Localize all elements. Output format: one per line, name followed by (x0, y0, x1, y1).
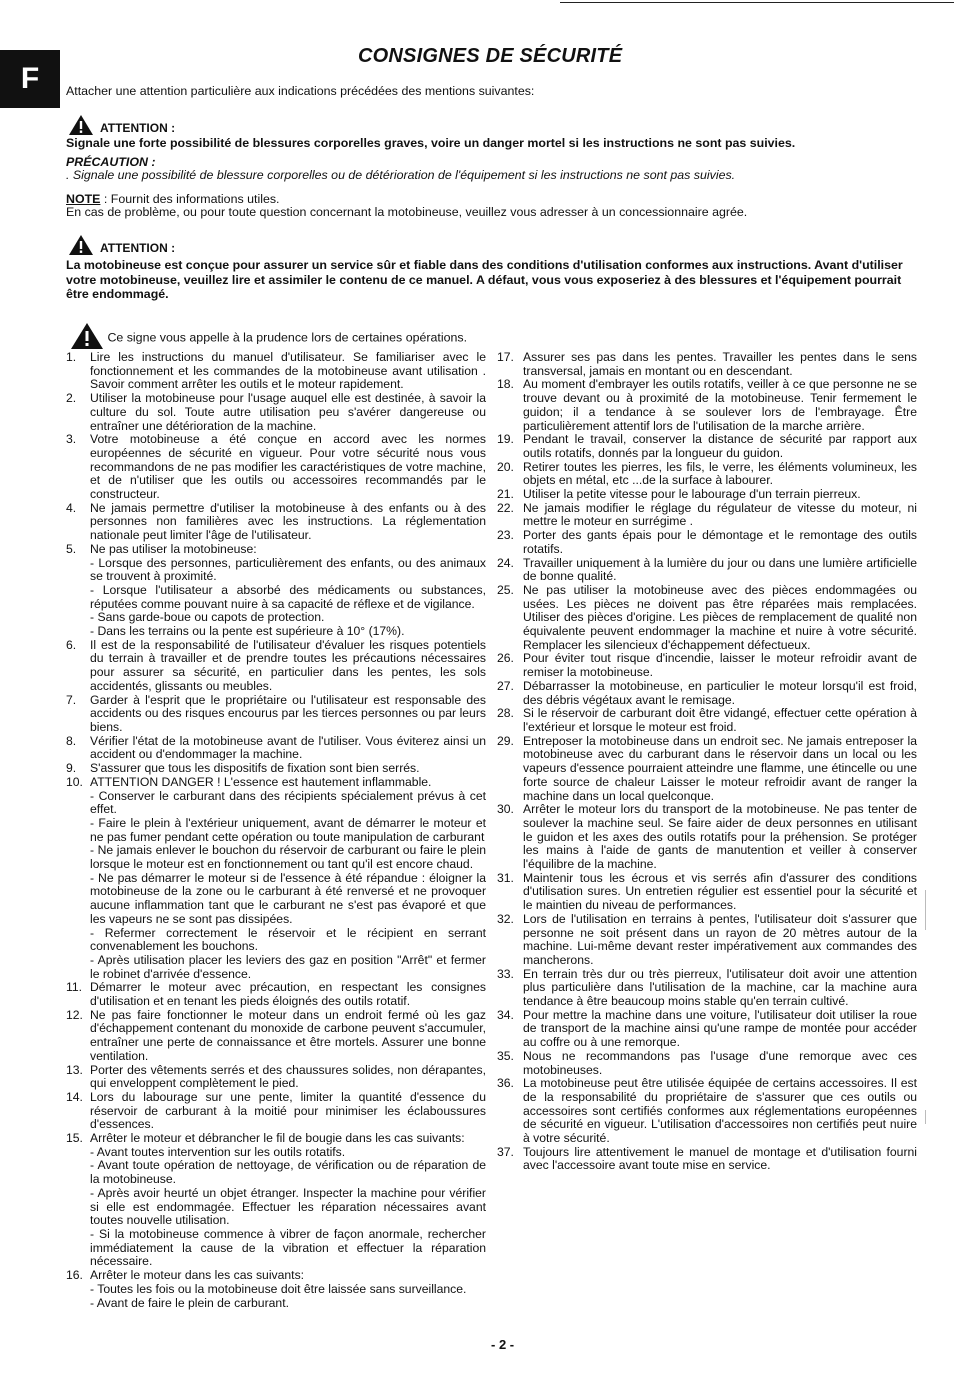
item-number: 22. (497, 500, 514, 515)
list-item (66, 776, 486, 982)
item-line: Ne pas faire fonctionner le moteur dans un endroit fermé où les gaz d'échappement contenant du monoxide de carbone peuvent s'accumuler, entraîner une perte de connaissance et être mortels. Assurer une bonne ventilation. (90, 1007, 486, 1063)
item-line: Maintenir tous les écrous et vis serrés afin d'assurer des conditions d'utilisation sures. Un entretien régulier est essentiel pour la sécurité et le maintien du niveau de performances. (523, 870, 917, 913)
item-number: 31. (497, 870, 514, 885)
item-line: Au moment d'embrayer les outils rotatifs, veiller à ce que personne ne se trouve devant ou à proximité de la motobineuse. Tenir fermement le guidon; il a tendance à se soulever lors de l'embrayage. Être particulièrement attentif lors de l'utilisation de la marche arrière. (523, 377, 917, 433)
item-text (90, 1009, 486, 1064)
attention-heading-2 (68, 234, 175, 258)
item-text (523, 488, 917, 502)
scan-mark (925, 1110, 926, 1124)
item-number: 1. (66, 350, 77, 364)
item-number: 27. (497, 678, 514, 693)
item-line: Utiliser la motobineuse pour l'usage auquel elle est destinée, à savoir la culture du sol. Toute autre utilisation peu s'avérer dangereuse ou entraîner une détérioration de la machine. (90, 391, 486, 433)
item-number: 19. (497, 432, 514, 447)
item-text (90, 981, 486, 1008)
item-line: - Avant toute opération de nettoyage, de vérification ou de réparation de la motobineuse. (90, 1158, 486, 1187)
list-item (497, 872, 917, 913)
item-number: 5. (66, 541, 77, 556)
item-line: Ne pas utiliser la motobineuse: (90, 541, 257, 556)
item-number: 32. (497, 911, 514, 926)
item-text (90, 776, 486, 982)
item-number: 29. (497, 733, 514, 748)
left-column (66, 351, 486, 1310)
top-rule (560, 2, 954, 3)
item-line: - Dans les terrains ou la pente est supérieure à 10° (17%). (90, 624, 405, 639)
item-text (90, 1269, 486, 1310)
list-item (66, 981, 486, 1008)
item-number: 28. (497, 706, 514, 721)
intro-text: Attacher une attention particulière aux indications précédées des mentions suivantes: (66, 84, 535, 98)
item-text (90, 392, 486, 433)
list-item (497, 1050, 917, 1077)
list-item (66, 1064, 486, 1091)
item-number: 2. (66, 391, 77, 406)
item-number: 9. (66, 761, 77, 776)
list-item (497, 502, 917, 529)
list-item (497, 1146, 917, 1173)
item-line: - Avant toutes intervention sur les outils rotatifs. (90, 1144, 346, 1159)
item-text (523, 351, 917, 378)
item-line: Arrêter le moteur dans les cas suivants: (90, 1268, 305, 1283)
page-number: - 2 - (491, 1337, 515, 1352)
list-item (497, 378, 917, 433)
item-line: Lors de l'utilisation en terrains à pentes, l'utilisateur doit s'assurer que personne ne soit présent dans un rayon de 20 mètres autour de la machine. Lui-même devant rester impérativement aux commandes des mancherons. (523, 911, 917, 967)
item-text (90, 351, 486, 392)
item-number: 20. (497, 459, 514, 474)
item-number: 30. (497, 802, 514, 817)
item-line: Assurer ses pas dans les pentes. Travailler les pentes dans le sens transversal, jamais en montant ou en descendant. (523, 350, 917, 378)
scan-mark (925, 890, 926, 930)
list-item (497, 488, 917, 502)
list-item (66, 1269, 486, 1310)
item-text (523, 461, 917, 488)
item-number: 18. (497, 377, 514, 392)
item-line: Pour éviter tout risque d'incendie, laisser le moteur refroidir avant de remiser la motobineuse. (523, 651, 917, 680)
item-number: 10. (66, 774, 83, 789)
list-item (66, 762, 486, 776)
item-line: Si le réservoir de carburant doit être vidangé, effectuer cette opération à l'extérieur et lorsque le moteur est froid. (523, 706, 917, 734)
warning-triangle-icon (68, 234, 94, 261)
item-line: Entreposer la motobineuse dans un endroit sec. Ne jamais entreposer la motobineuse avec du carburant dans le réservoir dans un local ou les vapeurs d'essence pourraient atteindre une flamme, une étincelle ou une forte source de chaleur Laisser le moteur refroidir avant de ranger la machine dans un local quelconque. (523, 733, 917, 803)
item-text (523, 735, 917, 804)
item-text (523, 872, 917, 913)
note-label: NOTE (66, 192, 101, 206)
item-number: 16. (66, 1268, 83, 1283)
item-text (523, 502, 917, 529)
list-item (66, 1009, 486, 1064)
item-number: 4. (66, 500, 77, 515)
item-line: Toujours lire attentivement le manuel de montage et d'utilisation fourni avec l'accessoire avant toute mise en service. (523, 1144, 917, 1173)
item-line: - Lorsque l'utilisateur a absorbé des médicaments ou substances, réputées comme pouvant nuire à sa capacité de réflexe et de vigilance. (90, 582, 486, 611)
item-line: Utiliser la petite vitesse pour le labourage d'un terrain pierreux. (523, 487, 861, 502)
note-text: : Fournit des informations utiles. (100, 192, 280, 206)
item-line: Ne pas utiliser la motobineuse avec des pièces endommagées ou usées. Les pièces ne doivent pas être réparées mais remplacées. Utiliser des pièces d'origine. Les pièces de remplacement de qualité non équivalente peuvent endommager la machine et nuire à votre sécurité. Remplacer les silencieux d'échappement défectueux. (523, 582, 917, 652)
list-item (66, 1132, 486, 1269)
list-item (497, 584, 917, 653)
list-item (66, 694, 486, 735)
list-item (497, 707, 917, 734)
attention-heading-1 (68, 114, 175, 138)
list-item (497, 529, 917, 556)
item-text (90, 694, 486, 735)
item-line: Arrêter le moteur lors du transport de la motobineuse. Ne pas tenter de soulever la machine seul. Se faire aider de deux personnes en utilisant le guidon et les axes des outils rotatifs pour la préhension. Se protéger les mains à l'aide de gants de manutention et veiller à conserver l'équilibre de la machine. (523, 802, 917, 872)
list-item (497, 557, 917, 584)
item-line: Retirer toutes les pierres, les fils, le verre, les éléments volumineux, les objets en métal, etc ...de la surface à labourer. (523, 459, 917, 488)
item-number: 35. (497, 1048, 514, 1063)
item-line: - Faire le plein à l'extérieur uniquement, avant de démarrer le moteur et ne pas fumer pendant cette opération ou toute manipulation de carburant (90, 815, 486, 844)
item-number: 17. (497, 350, 514, 364)
item-text (90, 639, 486, 694)
caution-notice-text: Ce signe vous appelle à la prudence lors de certaines opérations. (107, 330, 468, 345)
item-line: Lors du labourage sur une pente, limiter la quantité d'essence du réservoir de carburant à la moitié pour minimiser les éclaboussures d'essences. (90, 1089, 486, 1132)
item-number: 13. (66, 1062, 83, 1077)
list-item (497, 461, 917, 488)
item-text (523, 652, 917, 679)
caution-notice (70, 322, 467, 348)
item-text (523, 1009, 917, 1050)
item-text (523, 803, 917, 872)
item-line: - Lorsque des personnes, particulièrement des enfants, ou des animaux se trouvent à proximité. (90, 555, 486, 584)
item-number: 6. (66, 637, 77, 652)
item-line: - Toutes les fois ou la motobineuse doit être laissée sans surveillance. (90, 1281, 467, 1296)
list-item (497, 968, 917, 1009)
item-number: 34. (497, 1007, 514, 1022)
item-line: Porter des gants épais pour le démontage et le remontage des outils rotatifs. (523, 528, 917, 556)
list-item (497, 1077, 917, 1146)
item-line: Pendant le travail, conserver la distance de sécurité par rapport aux outils rotatifs, donnés par la longueur du guidon. (523, 432, 917, 460)
item-number: 11. (66, 980, 83, 995)
item-number: 23. (497, 528, 514, 543)
item-line: - Si la motobineuse commence à vibrer de façon anormale, rechercher immédiatement la cause de la vibration et effectuer la réparation nécessaire. (90, 1227, 486, 1269)
item-line: Pour mettre la machine dans une voiture, l'utilisateur doit utiliser la roue de transport de la machine ainsi qu'une rampe de montée pour accéder au coffre ou à une remorque. (523, 1007, 917, 1050)
list-item (66, 433, 486, 502)
item-number: 26. (497, 651, 514, 666)
item-line: S'assurer que tous les dispositifs de fixation sont bien serrés. (90, 761, 420, 776)
attention-label: ATTENTION : (100, 240, 176, 255)
item-line: En terrain très dur ou très pierreux, l'utilisateur doit avoir une attention plus particulière dans l'utilisation de la machine, car la machine aura tendance à être beaucoup moins stable qu'en terrain cultivé. (523, 966, 917, 1009)
list-item (66, 392, 486, 433)
item-number: 37. (497, 1144, 514, 1159)
item-text (90, 1064, 486, 1091)
item-text (90, 433, 486, 502)
list-item (497, 680, 917, 707)
list-item (66, 543, 486, 639)
item-text (523, 433, 917, 460)
item-line: - Conserver le carburant dans des récipients spécialement prévus à cet effet. (90, 788, 486, 817)
right-column (497, 351, 917, 1173)
item-text (523, 557, 917, 584)
attention-text-2: La motobineuse est conçue pour assurer un service sûr et fiable dans des conditions d'utilisation conformes aux instructions. Avant d'utiliser votre motobineuse, veuillez lire et assimiler le contenu de ce manuel. A défaut, vous vous exposeriez à des blessures et l'équipement pourrait être endommagé. (66, 258, 903, 301)
list-item (66, 639, 486, 694)
item-line: ATTENTION DANGER ! L'essence est hautement inflammable. (90, 774, 432, 789)
item-text (523, 707, 917, 734)
item-text (523, 1050, 917, 1077)
item-number: 12. (66, 1007, 83, 1022)
item-number: 7. (66, 692, 77, 707)
item-text (523, 378, 917, 433)
item-line: Démarrer le moteur avec précaution, en respectant les consignes d'utilisation et en tenant les pieds éloignés des outils rotatif. (90, 980, 486, 1009)
item-number: 21. (497, 487, 514, 502)
item-text (523, 680, 917, 707)
page-title: CONSIGNES DE SÉCURITÉ (358, 45, 623, 67)
list-item (497, 913, 917, 968)
item-text (90, 735, 486, 762)
item-line: - Ne pas démarrer le moteur si de l'essence à été répandue : éloigner la motobineuse de la zone ou le carburant à été renversé et ne provoquer aucune inflammation tant que le carburant ne s'est pas évaporé et que les vapeurs ne se sont pas dissipées. (90, 870, 486, 926)
item-text (523, 1146, 917, 1173)
list-item (66, 735, 486, 762)
attention-text-1: Signale une forte possibilité de blessures corporelles graves, voire un danger mortel si les instructions ne sont pas suivies. (66, 136, 796, 150)
item-line: Ne jamais modifier le réglage du régulateur de vitesse du moteur, ni mettre le moteur en surrégime . (523, 500, 917, 529)
item-number: 36. (497, 1076, 514, 1091)
item-text (523, 968, 917, 1009)
attention-label: ATTENTION : (100, 120, 176, 135)
precaution-label: PRÉCAUTION : (66, 155, 156, 169)
item-line: La motobineuse peut être utilisée équipée de certains accessoires. Il est de la responsabilité du propriétaire de s'assurer que ces outils ou accessoires sont certifiés conformes aux réglementations européennes de sécurité en vigueur. L'utilisation d'accessoires non certifiés peut nuire à votre sécurité. (523, 1076, 917, 1146)
item-number: 33. (497, 966, 514, 981)
item-line: Arrêter le moteur et débrancher le fil de bougie dans les cas suivants: (90, 1131, 465, 1146)
precaution-text: . Signale une possibilité de blessure corporelles ou de détérioration de l'équipement si les instructions ne sont pas suivies. (66, 168, 736, 182)
item-text (90, 1091, 486, 1132)
item-text (523, 913, 917, 968)
item-text (523, 584, 917, 653)
item-line: - Avant de faire le plein de carburant. (90, 1295, 289, 1310)
item-line: Vérifier l'état de la motobineuse avant de l'utiliser. Vous éviterez ainsi un accident ou d'endommager la machine. (90, 733, 486, 762)
item-text (90, 1132, 486, 1269)
item-number: 3. (66, 432, 77, 447)
list-item (497, 652, 917, 679)
item-line: Votre motobineuse a été conçue en accord avec les normes européennes de sécurité en vigueur. Pour votre sécurité nous vous recommandons de ne pas modifier les caractéristiques de votre machine, et de n'utiliser que les outils ou accessoires recommandés par le constructeur. (90, 432, 486, 502)
list-item (66, 351, 486, 392)
language-tab: F (0, 50, 60, 108)
item-line: Travailler uniquement à la lumière du jour ou dans une lumière artificielle de bonne qualité. (523, 555, 917, 584)
item-number: 8. (66, 733, 77, 748)
item-text (90, 502, 486, 543)
list-item (497, 1009, 917, 1050)
list-item (497, 433, 917, 460)
item-line: Ne jamais permettre d'utiliser la motobineuse à des enfants ou à des personnes non familières avec les instructions. La réglementation nationale peut limiter l'âge de l'utilisateur. (90, 500, 486, 543)
item-number: 14. (66, 1089, 83, 1104)
item-text (523, 529, 917, 556)
item-line: - Après avoir heurté un objet étranger. Inspecter la machine pour vérifier si elle est endommagée. Effectuer les réparation nécessaires avant toutes nouvelle utilisation. (90, 1185, 486, 1228)
item-text (523, 1077, 917, 1146)
item-line: Garder à l'esprit que le propriétaire ou l'utilisateur est responsable des accidents ou des risques encourus par les tierces personnes ou par leurs biens. (90, 692, 486, 734)
item-number: 24. (497, 555, 514, 570)
item-text (90, 543, 486, 639)
list-item (497, 735, 917, 804)
item-line: Débarrasser la motobineuse, en particulier le moteur lorsqu'il est froid, des débris végétaux avant le remisage. (523, 678, 917, 707)
list-item (66, 502, 486, 543)
item-line: Il est de la responsabilité de l'utilisateur d'évaluer les risques potentiels du terrain à travailler et de prendre toutes les précautions nécessaires pour assurer sa sécurité, en particulier dans les pentes, les sols accidentés, glissants ou meubles. (90, 637, 486, 693)
item-line: Nous ne recommandons pas l'usage d'une remorque avec ces motobineuses. (523, 1048, 917, 1077)
list-item (497, 803, 917, 872)
item-line: - Ne jamais enlever le bouchon du réservoir de carburant ou faire le plein lorsque le moteur est en fonctionnement ou tant qu'il est encore chaud. (90, 843, 486, 872)
item-number: 25. (497, 582, 514, 597)
note-text-2: En cas de problème, ou pour toute question concernant la motobineuse, veuillez vous adresser à un concessionnaire agrée. (66, 205, 748, 219)
list-item (66, 1091, 486, 1132)
item-text (90, 762, 486, 776)
item-line: Lire les instructions du manuel d'utilisateur. Se familiariser avec le fonctionnement et les commandes de la motobineuse avant utilisation . Savoir comment arrêter les outils et le moteur rapidement. (90, 350, 486, 392)
item-line: - Refermer correctement le réservoir et le récipient en serrant convenablement les bouchons. (90, 925, 486, 954)
item-line: - Après utilisation placer les leviers des gaz en position "Arrêt" et fermer le robinet d'arrivée d'essence. (90, 952, 486, 981)
item-line: - Sans garde-boue ou capots de protection. (90, 610, 325, 625)
list-item (497, 351, 917, 378)
item-line: Porter des vêtements serrés et des chaussures solides, non dérapantes, qui enveloppent complètement le pied. (90, 1062, 486, 1091)
item-number: 15. (66, 1131, 83, 1146)
